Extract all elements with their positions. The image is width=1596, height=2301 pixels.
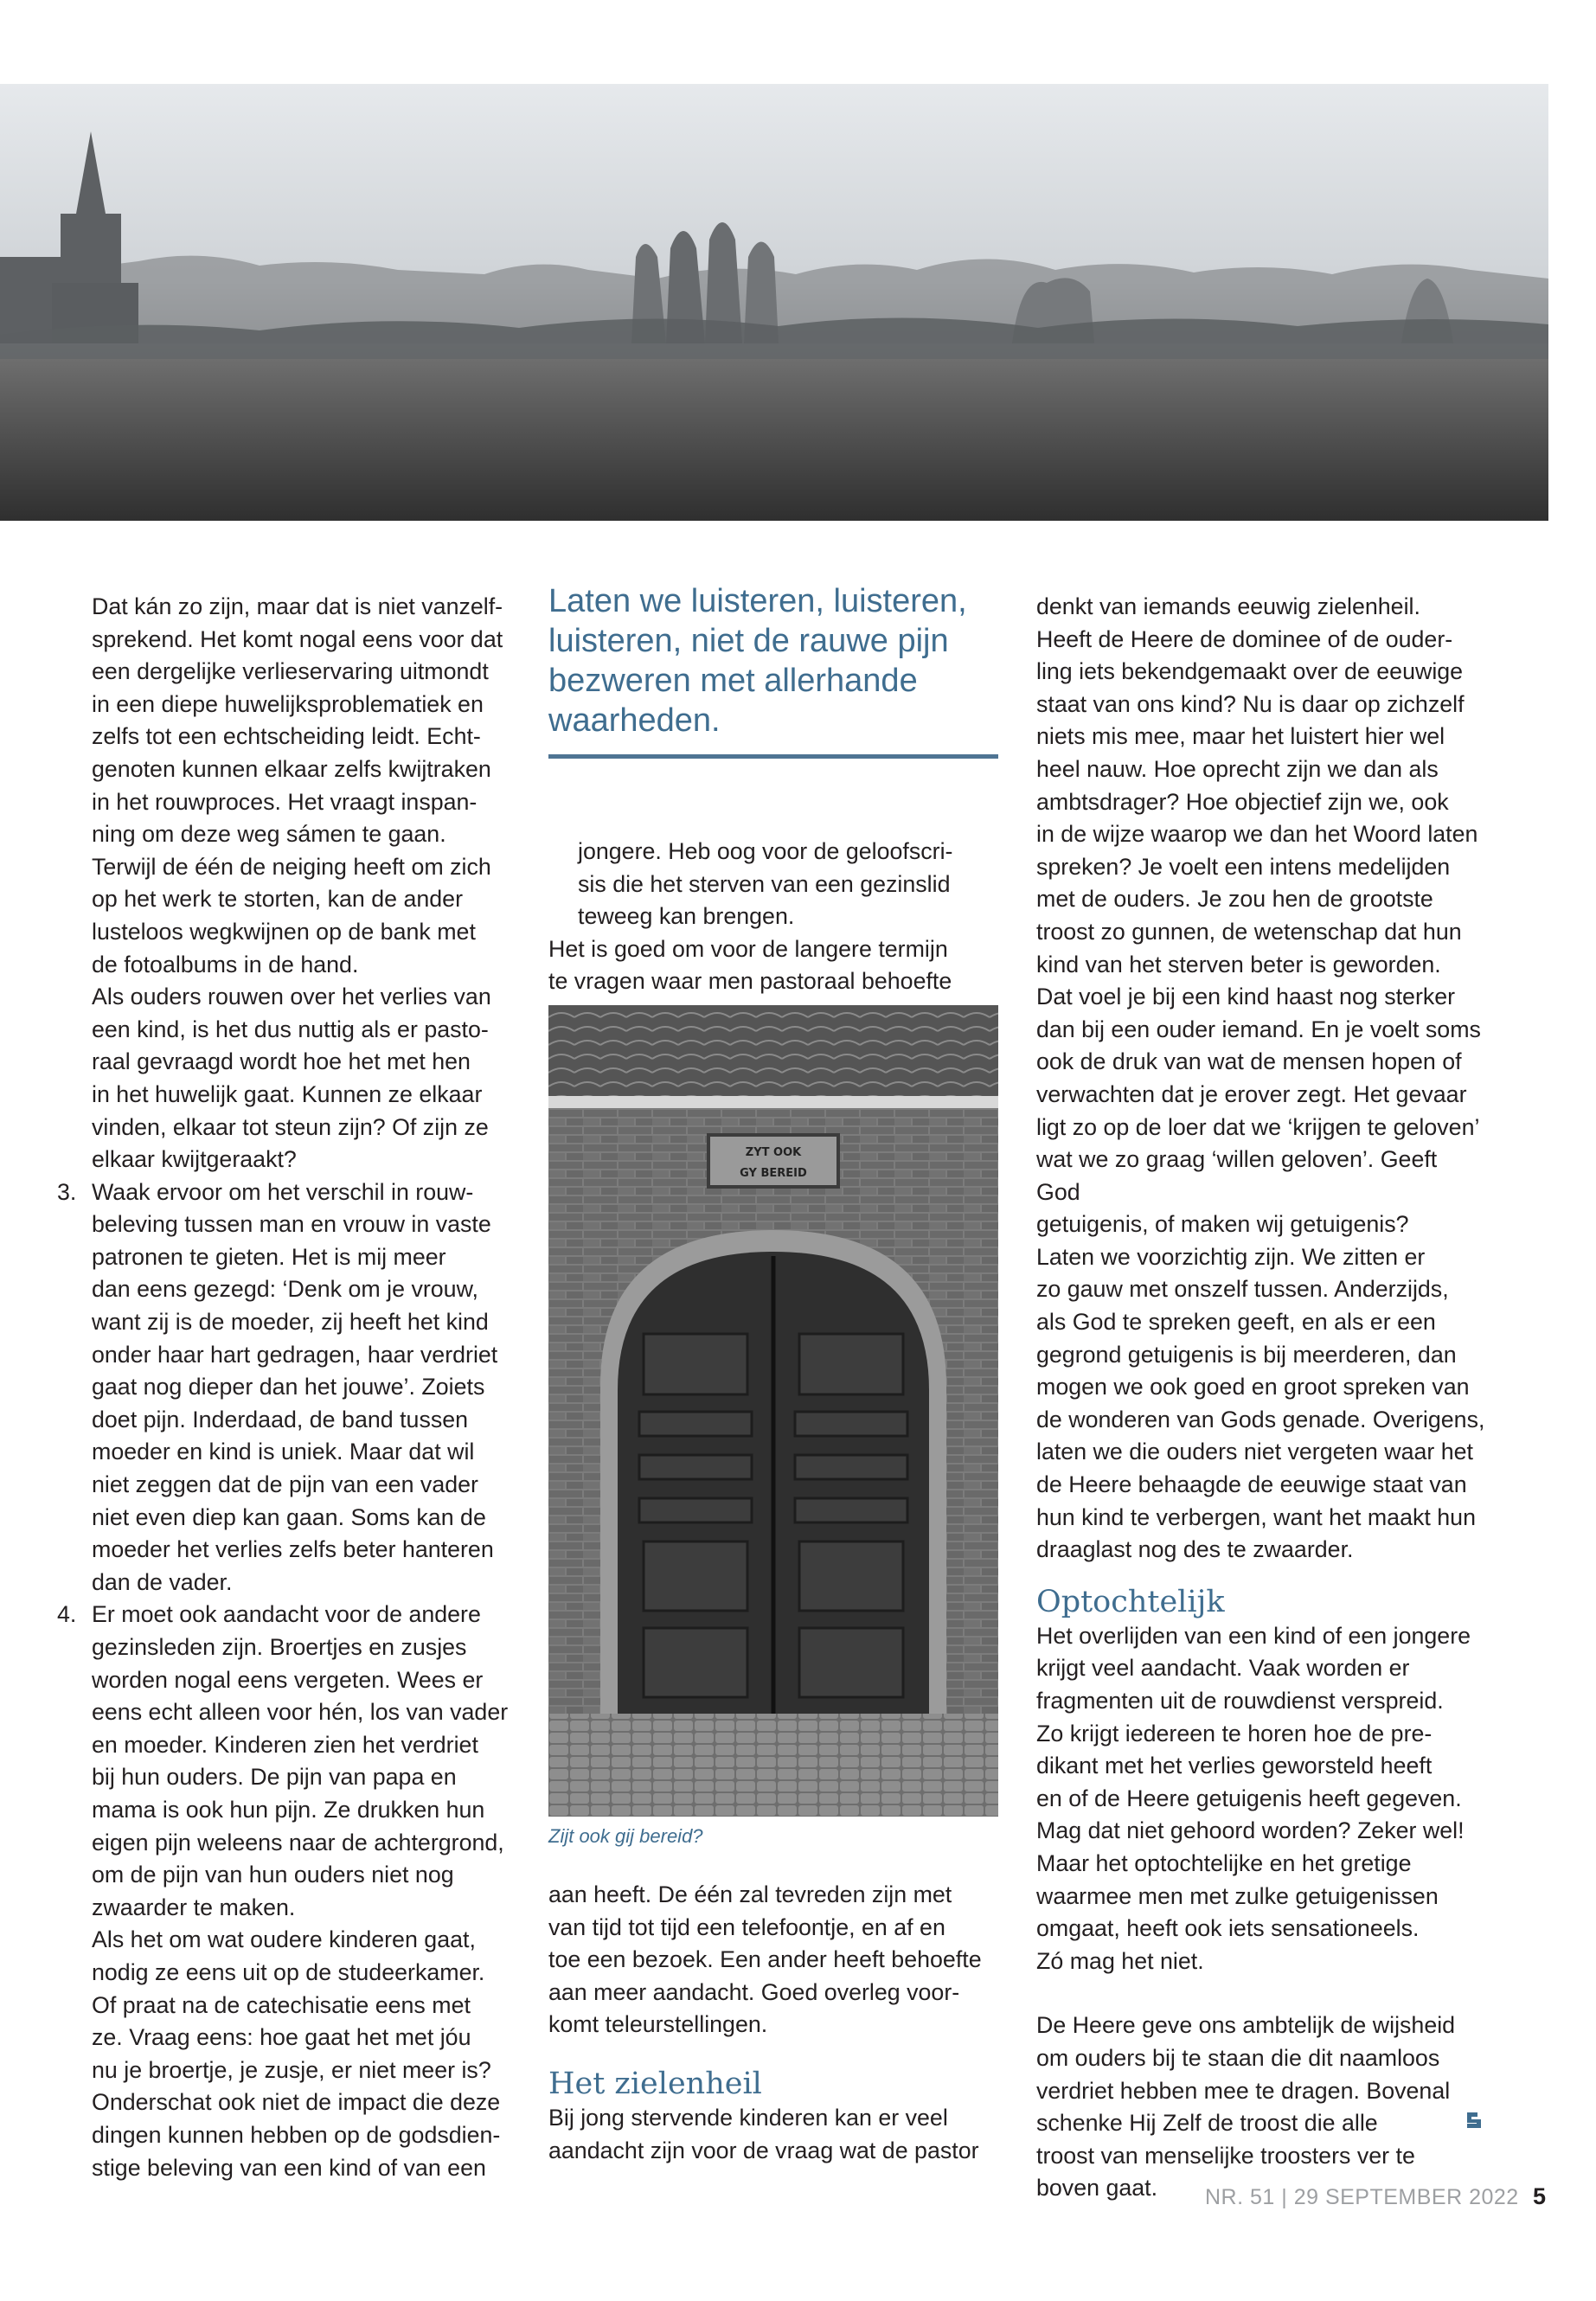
intro-line: Als ouders rouwen over het verlies van (92, 984, 491, 1010)
intro-line: een kind, is het dus nuttig als er pasto- (92, 1016, 489, 1042)
body-line: kind van het sterven beter is geworden. (1036, 951, 1441, 977)
body-line: heel nauw. Hoe oprecht zijn we dan als (1036, 755, 1439, 782)
list-line: want zij is de moeder, zij heeft het kind (92, 1309, 489, 1336)
list-number: 3. (57, 1178, 77, 1205)
list-line: mama is ook hun pijn. Ze drukken hun (92, 1796, 485, 1823)
list-line: nu je broertje, je zusje, er niet meer is? (92, 2056, 491, 2083)
list-item-3 (57, 1176, 516, 1599)
body-line: Zó mag het niet. (1036, 1947, 1204, 1974)
body-line: hun kind te verbergen, want het maakt hun (1036, 1503, 1476, 1530)
body-line: ligt zo op de loer dat we ‘krijgen te geloven’ (1036, 1113, 1480, 1140)
hero-photo-graphic (0, 84, 1548, 521)
body-line: draaglast nog des te zwaarder. (1036, 1536, 1354, 1563)
body-line: als God te spreken geeft, en als er een (1036, 1309, 1436, 1336)
body-line: ling iets bekendgemaakt over de eeuwige (1036, 658, 1464, 685)
list-line: en moeder. Kinderen zien het verdriet (92, 1731, 478, 1758)
list-line: moeder en kind is uniek. Maar dat wil (92, 1439, 475, 1465)
list-line: beleving tussen man en vrouw in vaste (92, 1211, 491, 1238)
body-line: denkt van iemands eeuwig zielenheil. (1036, 593, 1420, 619)
list-line: Er moet ook aandacht voor de andere (92, 1601, 481, 1628)
list-line: niet even diep kan gaan. Soms kan de (92, 1503, 486, 1530)
body-line: troost van menselijke troosters ver te (1036, 2142, 1415, 2169)
body-line: krijgt veel aandacht. Vaak worden er (1036, 1655, 1410, 1682)
list-line: om de pijn van hun ouders niet nog (92, 1862, 454, 1888)
intro-line: een dergelijke verlieservaring uitmondt (92, 658, 489, 685)
body-line: gegrond getuigenis is bij meerderen, dan (1036, 1341, 1457, 1368)
body-line: te vragen waar men pastoraal behoefte (548, 968, 952, 995)
column-2-lower (548, 1879, 998, 2167)
intro-line: lusteloos wegkwijnen op de bank met (92, 918, 476, 945)
body-line: Bij jong stervende kinderen kan er veel (548, 2104, 948, 2131)
door-sign-line-2: GY BEREID (740, 1167, 807, 1180)
list-line: gezinsleden zijn. Broertjes en zusjes (92, 1634, 467, 1660)
body-line: aan heeft. De één zal tevreden zijn met (548, 1881, 952, 1907)
body-line: aan meer aandacht. Goed overleg voor- (548, 1978, 960, 2005)
body-line: met de ouders. Je zou hen de grootste (1036, 886, 1433, 913)
hero-photo (0, 84, 1548, 521)
list-line: Onderschat ook niet de impact die deze (92, 2089, 501, 2116)
intro-line: ning om deze weg sámen te gaan. (92, 821, 446, 848)
body-line: aandacht zijn voor de vraag wat de pastor (548, 2137, 979, 2163)
list-line: zwaarder te maken. (92, 1894, 296, 1920)
body-line: Heeft de Heere de dominee of de ouder- (1036, 625, 1453, 652)
body-line: laten we die ouders niet vergeten waar het (1036, 1439, 1473, 1465)
intro-line: sprekend. Het komt nogal eens voor dat (92, 625, 503, 652)
list-line: eens echt alleen voor hén, los van vader (92, 1699, 509, 1726)
door-sign-line-1: ZYT OOK (745, 1146, 802, 1159)
list-line: Waak ervoor om het verschil in rouw- (92, 1178, 474, 1205)
list-line: Of praat na de catechisatie eens met (92, 1991, 471, 2018)
body-line: in de wijze waarop we dan het Woord laten (1036, 821, 1478, 848)
body-line: komt teleurstellingen. (548, 2011, 768, 2038)
intro-line: Dat kán zo zijn, maar dat is niet vanzelf- (92, 593, 503, 619)
list-line: dan eens gezegd: ‘Denk om je vrouw, (92, 1276, 478, 1303)
intro-line: in het rouwproces. Het vraagt inspan- (92, 788, 478, 815)
body-line: dan bij een ouder iemand. En je voelt soms (1036, 1016, 1481, 1042)
section-heading-optochtelijk: Optochtelijk (1036, 1584, 1225, 1619)
list-line: gaat nog dieper dan het jouwe’. Zoiets (92, 1374, 485, 1400)
column-2-upper (548, 836, 998, 998)
body-line: mogen we ook goed en groot spreken van (1036, 1374, 1470, 1400)
intro-line: raal gevraagd wordt hoe het met hen (92, 1048, 471, 1075)
pull-quote-line: luisteren, niet de rauwe pijn (548, 623, 949, 659)
intro-line: op het werk te storten, kan de ander (92, 886, 464, 913)
body-line: Het is goed om voor de langere termijn (548, 935, 948, 962)
body-line: verwachten dat je erover zegt. Het gevaar (1036, 1080, 1467, 1107)
column-1 (57, 591, 516, 2184)
intro-line: genoten kunnen elkaar zelfs kwijtraken (92, 755, 491, 782)
intro-line: vinden, elkaar tot steun zijn? Of zijn ze (92, 1113, 489, 1140)
body-line: verdriet hebben mee te dragen. Bovenal (1036, 2077, 1451, 2104)
numbered-list (57, 1176, 516, 2184)
list-line: dingen kunnen hebben op de godsdien- (92, 2121, 501, 2148)
body-line: zo gauw met onszelf tussen. Anderzijds, (1036, 1276, 1449, 1303)
list-line: worden nogal eens vergeten. Wees er (92, 1666, 484, 1693)
body-line: wat we zo graag ‘willen geloven’. Geeft God (1036, 1146, 1438, 1205)
door-photo (548, 1005, 998, 1817)
list-line: bij hun ouders. De pijn van papa en (92, 1764, 457, 1791)
pull-quote-line: bezweren met allerhande (548, 663, 918, 699)
body-line: waarmee men met zulke getuigenissen (1036, 1882, 1439, 1909)
body-line: De Heere geve ons ambtelijk de wijsheid (1036, 2012, 1456, 2039)
pull-quote (548, 581, 998, 740)
list-line: doet pijn. Inderdaad, de band tussen (92, 1406, 469, 1433)
list-line: onder haar hart gedragen, haar verdriet (92, 1341, 498, 1368)
body-line: om ouders bij te staan die dit naamloos (1036, 2044, 1440, 2071)
pull-quote-line: Laten we luisteren, luisteren, (548, 583, 967, 619)
list-line: moeder het verlies zelfs beter hanteren (92, 1536, 494, 1563)
list-line: patronen te gieten. Het is mij meer (92, 1243, 446, 1270)
door-photo-graphic (548, 1005, 998, 1817)
pull-quote-rule (548, 754, 998, 759)
body-line: ambtsdrager? Hoe objectief zijn we, ook (1036, 788, 1449, 815)
list-line: stige beleving van een kind of van een (92, 2154, 486, 2181)
section-heading-zielenheil: Het zielenheil (548, 2066, 762, 2101)
body-line: en of de Heere getuigenis heeft gegeven. (1036, 1785, 1462, 1811)
body-line: spreken? Je voelt een intens medelijden (1036, 853, 1451, 880)
body-line: getuigenis, of maken wij getuigenis? (1036, 1211, 1409, 1238)
list-number: 4. (57, 1601, 77, 1628)
intro-line: in het huwelijk gaat. Kunnen ze elkaar (92, 1080, 483, 1107)
body-line: van tijd tot tijd een telefoontje, en af en (548, 1913, 945, 1940)
pull-quote-line: waarheden. (548, 702, 721, 739)
body-line: fragmenten uit de rouwdienst verspreid. (1036, 1688, 1444, 1714)
body-line: de wonderen van Gods genade. Overigens, (1036, 1406, 1485, 1433)
body-line: boven gaat. (1036, 2175, 1158, 2202)
list-line: eigen pijn weleens naar de achtergrond, (92, 1829, 504, 1856)
issue-footer: NR. 51 | 29 SEPTEMBER 2022 (1205, 2185, 1519, 2209)
body-line: jongere. Heb oog voor de geloofscri- (578, 838, 953, 864)
intro-line: elkaar kwijtgeraakt? (92, 1146, 297, 1173)
body-line: troost zo gunnen, de wetenschap dat hun (1036, 918, 1462, 945)
body-line: omgaat, heeft ook iets sensationeels. (1036, 1915, 1420, 1942)
list-line: niet zeggen dat de pijn van een vader (92, 1471, 478, 1498)
body-line: toe een bezoek. Een ander heeft behoefte (548, 1946, 982, 1973)
photo-caption: Zijt ook gij bereid? (548, 1825, 703, 1847)
list-line: ze. Vraag eens: hoe gaat het met jóu (92, 2024, 471, 2051)
body-line: Het overlijden van een kind of een jongere (1036, 1622, 1471, 1649)
body-line: teweeg kan brengen. (578, 903, 795, 930)
body-line: Mag dat niet gehoord worden? Zeker wel! (1036, 1817, 1465, 1844)
list-line: nodig ze eens uit op de studeerkamer. (92, 1958, 485, 1985)
intro-line: zelfs tot een echtscheiding leidt. Echt- (92, 723, 481, 750)
body-line: niets mis mee, maar het luistert hier wel (1036, 723, 1445, 750)
list-line: dan de vader. (92, 1568, 233, 1595)
intro-line: in een diepe huwelijksproblematiek en (92, 690, 484, 717)
body-line: schenke Hij Zelf de troost die alle (1036, 2110, 1378, 2137)
body-line: Zo krijgt iedereen te horen hoe de pre- (1036, 1720, 1433, 1747)
list-item-4 (57, 1599, 516, 2184)
body-line: Maar het optochtelijke en het gretige (1036, 1849, 1412, 1876)
body-line: sis die het sterven van een gezinslid (578, 870, 951, 897)
body-line: staat van ons kind? Nu is daar op zichzelf (1036, 690, 1465, 717)
intro-line: Terwijl de één de neiging heeft om zich (92, 853, 491, 880)
page-number: 5 (1533, 2183, 1547, 2209)
column-3 (1036, 591, 1486, 2205)
body-line: ook de druk van wat de mensen hopen of (1036, 1048, 1462, 1075)
body-line: Dat voel je bij een kind haast nog sterker (1036, 984, 1456, 1010)
list-line: Als het om wat oudere kinderen gaat, (92, 1926, 476, 1953)
intro-line: de fotoalbums in de hand. (92, 951, 359, 977)
body-line: Laten we voorzichtig zijn. We zitten er (1036, 1243, 1426, 1270)
body-line: de Heere behaagde de eeuwige staat van (1036, 1471, 1467, 1498)
end-of-article-icon (1464, 2109, 1486, 2136)
body-line: dikant met het verlies geworsteld heeft (1036, 1753, 1433, 1779)
